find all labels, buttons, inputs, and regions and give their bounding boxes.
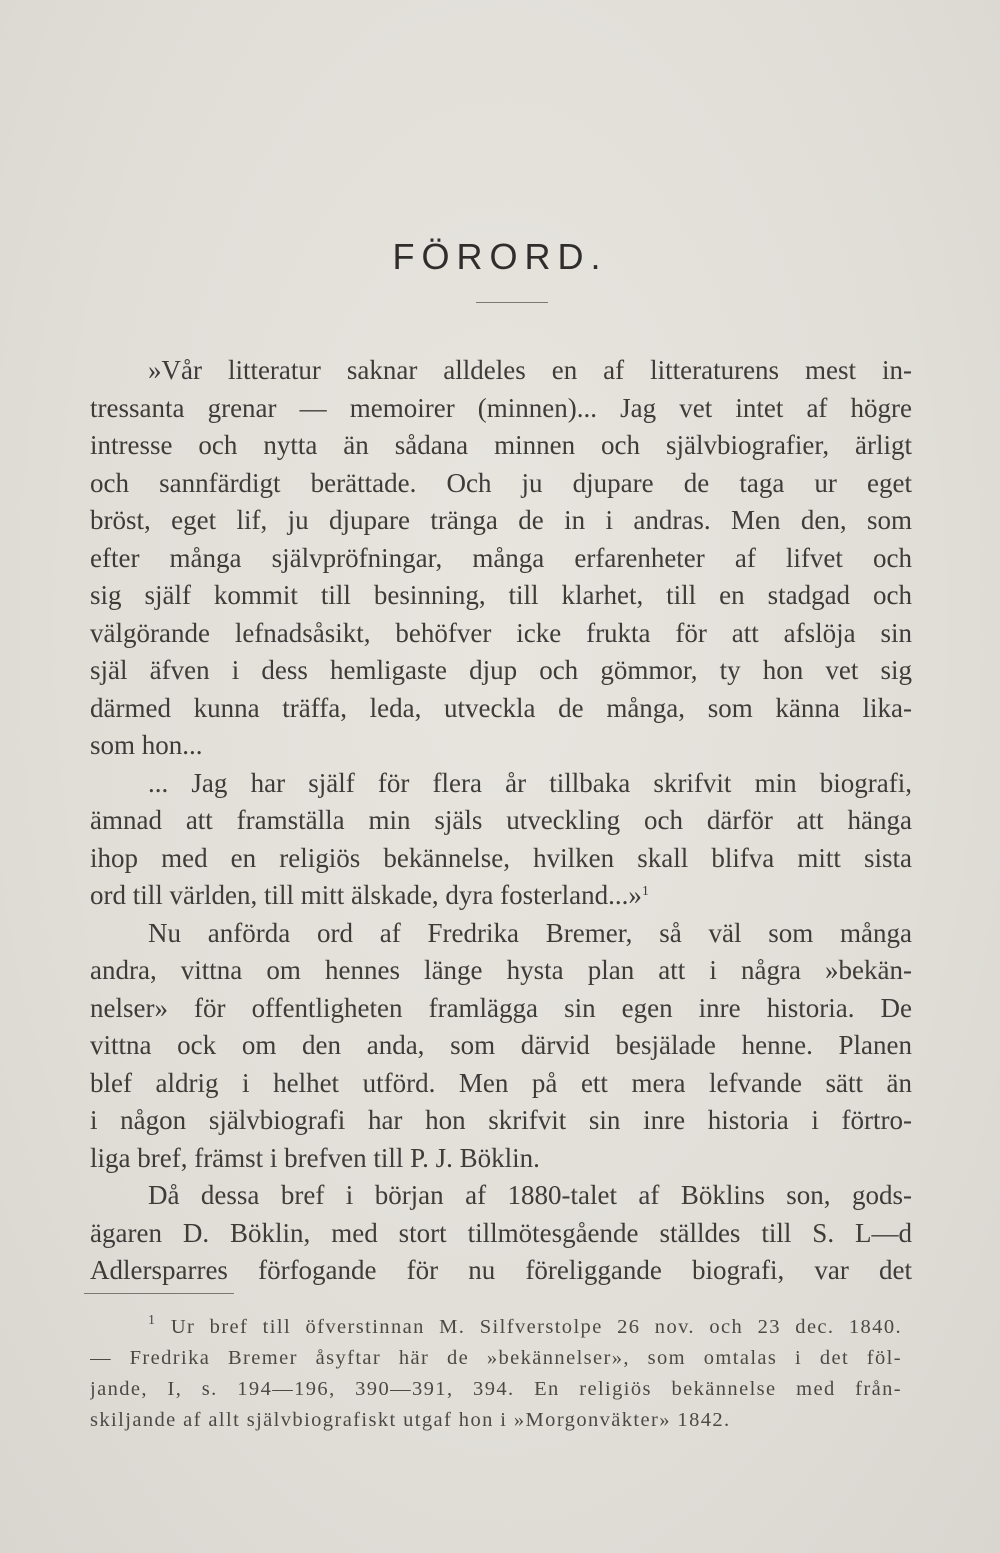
heading-divider: [476, 302, 548, 303]
body-line-text: bröst, eget lif, ju djupare tränga de in i andras. Men den, som: [90, 505, 912, 535]
footnotes: [90, 1312, 902, 1436]
body-line-text: liga bref, främst i brefven till P. J. Böklin.: [90, 1142, 540, 1173]
body-line-text: välgörande lefnadsåsikt, behöfver icke frukta för att afslöja sin: [90, 617, 912, 648]
body-line-text: intresse och nytta än sådana minnen och självbiografier, ärligt: [90, 430, 912, 460]
body-line-text: Nu anförda ord af Fredrika Bremer, så väl som många: [148, 917, 912, 948]
footnote-marker: 1: [641, 884, 649, 899]
body-line: [90, 802, 912, 840]
body-text: [90, 352, 912, 1290]
footnote-line-text: jande, I, s. 194—196, 390—391, 394. En religiös bekännelse med från-: [90, 1378, 902, 1400]
footnote-line: [90, 1312, 902, 1343]
body-line: [90, 1252, 912, 1290]
body-line-text: ihop med en religiös bekännelse, hvilken skall blifva mitt sista: [90, 842, 912, 873]
body-line: [90, 615, 912, 653]
footnote-line: [90, 1343, 902, 1374]
body-line-text: nelser» för offentligheten framlägga sin egen inre historia. De: [90, 992, 912, 1023]
body-line-text: ord till världen, till mitt älskade, dyra fosterland...»: [90, 880, 642, 910]
body-line: [90, 1102, 912, 1140]
body-line-text: vittna ock om den anda, som därvid besjälade henne. Planen: [90, 1030, 912, 1060]
body-line: [90, 1027, 912, 1065]
body-line: [90, 990, 912, 1028]
body-line: [90, 727, 912, 765]
body-line-text: tressanta grenar — memoirer (minnen)... Jag vet intet af högre: [90, 392, 912, 423]
body-line: [90, 577, 912, 615]
body-line: [90, 427, 912, 465]
body-line: [90, 502, 912, 540]
footnote-line: [90, 1374, 902, 1405]
body-line: [90, 352, 912, 390]
body-line-text: som hon...: [90, 730, 203, 760]
body-line: [90, 1215, 912, 1253]
footnote-line-text: — Fredrika Bremer åsyftar här de »bekännelser», som omtalas i det föl-: [90, 1347, 902, 1369]
footnote-divider: [84, 1293, 234, 1294]
body-line-text: därmed kunna träffa, leda, utveckla de många, som känna lika-: [90, 692, 912, 723]
body-line-text: sig själf kommit till besinning, till klarhet, till en stadgad och: [90, 580, 912, 610]
body-line: [90, 1177, 912, 1215]
body-line-text: och sannfärdigt berättade. Och ju djupare de taga ur eget: [90, 467, 912, 498]
footnote-line: [90, 1405, 902, 1436]
body-line-text: »Vår litteratur saknar alldeles en af litteraturens mest in-: [148, 355, 912, 385]
page-heading: FÖRORD.: [392, 236, 608, 277]
footnote-marker: 1: [148, 1313, 157, 1328]
body-line: [90, 652, 912, 690]
body-line: [90, 465, 912, 503]
body-line-text: Då dessa bref i början af 1880-talet af Böklins son, gods-: [148, 1180, 912, 1210]
body-line: [90, 877, 912, 915]
body-line-text: själ äfven i dess hemligaste djup och gömmor, ty hon vet sig: [90, 655, 912, 685]
body-line: [90, 952, 912, 990]
body-line-text: blef aldrig i helhet utförd. Men på ett mera lefvande sätt än: [90, 1067, 912, 1098]
body-line: [90, 390, 912, 428]
body-line-text: Adlersparres förfogande för nu föreliggande biografi, var det: [90, 1255, 912, 1285]
body-line-text: ämnad att framställa min själs utveckling och därför att hänga: [90, 805, 912, 835]
body-line: [90, 540, 912, 578]
body-line-text: efter många självpröfningar, många erfarenheter af lifvet och: [90, 542, 912, 573]
footnote-line-text: skiljande af allt självbiografiskt utgaf hon i »Morgonväkter» 1842.: [90, 1409, 731, 1431]
body-line: [90, 690, 912, 728]
body-line-text: andra, vittna om hennes länge hysta plan att i några »bekän-: [90, 955, 912, 985]
body-line-text: i någon självbiografi har hon skrifvit sin inre historia i förtro-: [90, 1105, 912, 1135]
body-line: [90, 765, 912, 803]
body-line: [90, 915, 912, 953]
body-line: [90, 840, 912, 878]
footnote-line-text: Ur bref till öfverstinnan M. Silfverstolpe 26 nov. och 23 dec. 1840.: [170, 1316, 902, 1338]
body-line: [90, 1140, 912, 1178]
body-line-text: ägaren D. Böklin, med stort tillmötesgående ställdes till S. L—d: [90, 1217, 912, 1248]
body-line: [90, 1065, 912, 1103]
body-line-text: ... Jag har själf för flera år tillbaka skrifvit min biografi,: [148, 767, 912, 798]
